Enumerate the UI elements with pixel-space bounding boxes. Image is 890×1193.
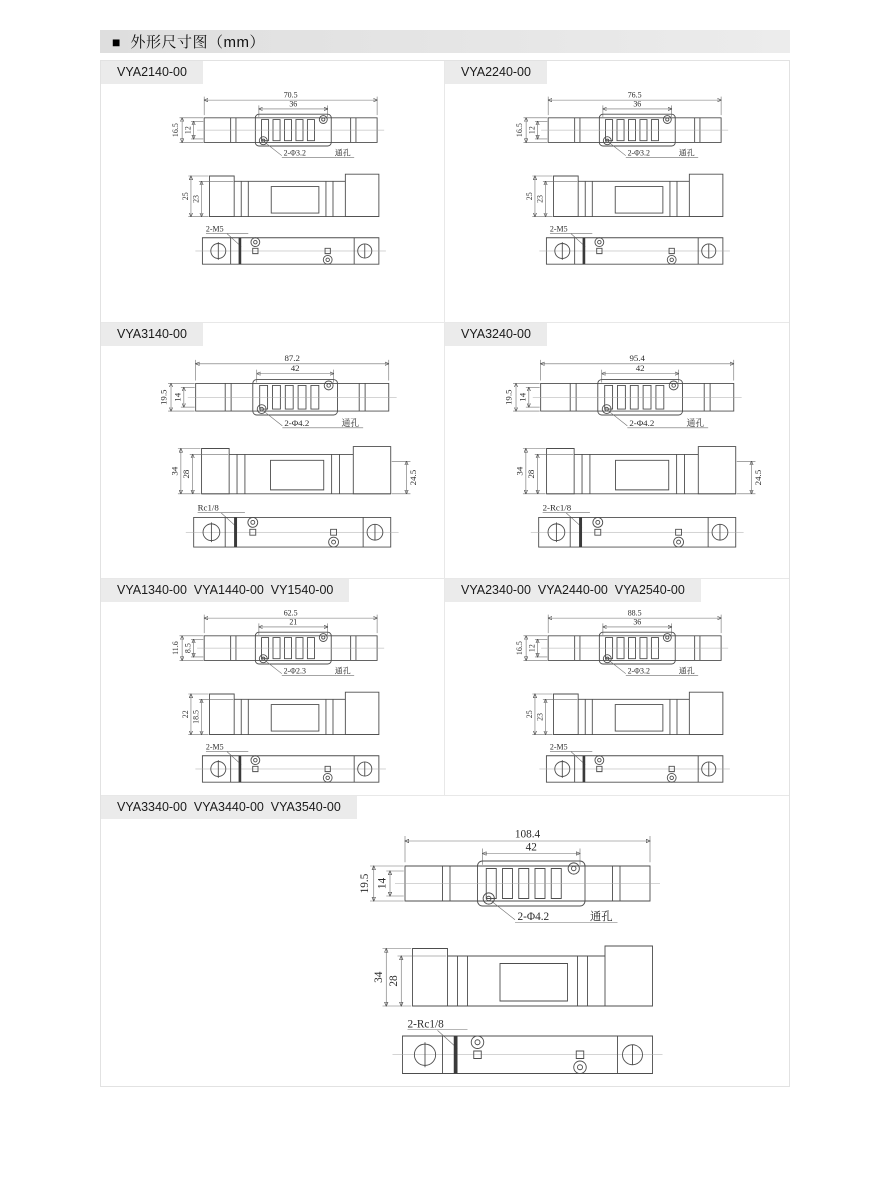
dim-side-height-outer: 25 xyxy=(524,710,534,719)
bottom-view-drawing xyxy=(393,1018,663,1073)
dim-side-height-inner: 23 xyxy=(535,194,545,203)
top-view-drawing xyxy=(515,608,728,675)
panel-drawing-area xyxy=(101,86,444,273)
dim-inner-width: 21 xyxy=(288,617,297,627)
dim-overall-width: 88.5 xyxy=(627,608,642,618)
dim-side-height-right-group xyxy=(736,461,762,494)
bottom-view-drawing xyxy=(186,503,399,547)
bottom-view-drawing xyxy=(530,503,743,547)
section-header xyxy=(100,30,790,53)
valve-dimension-drawing xyxy=(467,604,767,791)
panel-model-label: VYA2340-00 VYA2440-00 VYA2540-00 xyxy=(445,579,701,602)
panel-drawing-area xyxy=(445,86,789,273)
side-view-drawing xyxy=(514,447,762,494)
dim-top-height-outer: 16.5 xyxy=(515,123,525,138)
valve-dimension-drawing xyxy=(105,348,440,557)
hole-annotation: 2-Φ4.2 xyxy=(517,910,550,923)
dim-side-height-inner: 23 xyxy=(535,712,545,721)
hole-annotation: 2-Φ2.3 xyxy=(283,666,306,676)
bottom-view-drawing xyxy=(539,743,730,783)
dim-overall-width: 95.4 xyxy=(628,352,645,363)
dim-overall-width: 76.5 xyxy=(627,90,642,100)
dim-side-height-outer: 34 xyxy=(513,466,524,476)
dim-side-height-outer: 22 xyxy=(180,710,190,719)
dim-top-height-inner: 14 xyxy=(172,392,183,402)
dim-side-height-outer: 25 xyxy=(180,192,190,201)
top-view-drawing xyxy=(515,90,728,157)
dim-top-height-outer: 19.5 xyxy=(503,389,514,406)
dim-side-height-right: 24.5 xyxy=(752,469,763,486)
dimension-panels-grid xyxy=(100,60,790,1087)
panel-vya2240 xyxy=(445,61,789,323)
top-view-drawing xyxy=(171,90,384,157)
panel-model-label: VYA2240-00 xyxy=(445,61,547,84)
dim-overall-width: 108.4 xyxy=(514,828,541,841)
side-view-drawing xyxy=(525,174,723,216)
port-annotation: 2-M5 xyxy=(549,742,568,752)
panel-vya1340-group xyxy=(101,579,445,796)
dim-inner-width: 42 xyxy=(290,363,300,374)
hole-annotation: 2-Φ3.2 xyxy=(283,148,306,158)
hole-type-annotation: 通孔 xyxy=(590,910,613,923)
hole-type-annotation: 通孔 xyxy=(341,417,360,428)
hole-type-annotation: 通孔 xyxy=(678,148,695,158)
dim-top-height-inner: 14 xyxy=(376,877,389,890)
hole-type-annotation: 通孔 xyxy=(678,666,695,676)
port-annotation: 2-Rc1/8 xyxy=(407,1018,444,1031)
dim-top-height-outer: 16.5 xyxy=(170,123,180,138)
dim-top-height-outer: 19.5 xyxy=(359,873,372,894)
valve-dimension-drawing xyxy=(123,604,423,791)
dim-side-height-inner: 28 xyxy=(181,469,192,479)
panel-model-label: VYA3140-00 xyxy=(101,323,203,346)
panel-vya3340-group xyxy=(101,796,789,1086)
top-view-drawing xyxy=(359,828,660,923)
dim-top-height-outer: 16.5 xyxy=(515,641,525,656)
hole-annotation: 2-Φ4.2 xyxy=(284,417,310,428)
panel-model-label: VYA1340-00 VYA1440-00 VY1540-00 xyxy=(101,579,349,602)
panel-drawing-area xyxy=(101,348,444,557)
dim-top-height-inner: 12 xyxy=(527,126,537,135)
port-annotation: 2-M5 xyxy=(205,742,224,752)
hole-type-annotation: 通孔 xyxy=(334,666,351,676)
dim-side-height-inner: 28 xyxy=(387,975,400,987)
hole-type-annotation: 通孔 xyxy=(334,148,351,158)
dim-top-height-inner: 8.5 xyxy=(183,643,193,654)
valve-dimension-drawing xyxy=(450,348,785,557)
dim-top-height-outer: 19.5 xyxy=(158,389,169,406)
port-annotation: Rc1/8 xyxy=(197,502,219,513)
valve-dimension-drawing xyxy=(123,86,423,273)
dim-overall-width: 87.2 xyxy=(284,352,300,363)
panel-drawing-area xyxy=(216,821,789,1086)
port-annotation: 2-Rc1/8 xyxy=(542,502,571,513)
valve-dimension-drawing xyxy=(467,86,767,273)
panel-drawing-area xyxy=(445,604,789,791)
dim-side-height-right: 24.5 xyxy=(407,469,418,486)
side-view-drawing xyxy=(180,692,378,734)
bottom-view-drawing xyxy=(539,225,730,265)
dim-side-height-inner: 18.5 xyxy=(190,709,200,724)
dim-side-height-right-group xyxy=(392,461,418,494)
panel-vya2340-group xyxy=(445,579,789,796)
side-view-drawing xyxy=(169,447,417,494)
dim-inner-width: 36 xyxy=(633,99,642,109)
dim-top-height-inner: 12 xyxy=(183,126,193,135)
hole-annotation: 2-Φ3.2 xyxy=(627,666,650,676)
side-view-drawing xyxy=(373,946,653,1006)
dim-overall-width: 62.5 xyxy=(283,608,298,618)
port-annotation: 2-M5 xyxy=(205,224,224,234)
section-marker-icon: ■ xyxy=(112,33,121,50)
dim-top-height-inner: 14 xyxy=(516,392,527,402)
dim-inner-width: 36 xyxy=(633,617,642,627)
panel-vya3140 xyxy=(101,323,445,579)
hole-annotation: 2-Φ4.2 xyxy=(628,417,654,428)
dim-side-height-outer: 34 xyxy=(372,971,385,983)
side-view-drawing xyxy=(180,174,378,216)
dim-side-height-inner: 23 xyxy=(190,194,200,203)
dim-inner-width: 36 xyxy=(288,99,297,109)
panel-model-label: VYA3340-00 VYA3440-00 VYA3540-00 xyxy=(101,796,357,819)
dim-side-height-inner: 28 xyxy=(525,469,536,479)
top-view-drawing xyxy=(159,353,397,428)
hole-annotation: 2-Φ3.2 xyxy=(627,148,650,158)
panel-model-label: VYA3240-00 xyxy=(445,323,547,346)
dim-top-height-outer: 11.6 xyxy=(170,641,180,655)
panel-vya2140 xyxy=(101,61,445,323)
panel-vya3240 xyxy=(445,323,789,579)
bottom-view-drawing xyxy=(195,225,386,265)
valve-dimension-drawing xyxy=(290,821,715,1086)
bottom-view-drawing xyxy=(195,743,386,783)
dim-top-height-inner: 12 xyxy=(527,644,537,653)
panel-model-label: VYA2140-00 xyxy=(101,61,203,84)
dim-inner-width: 42 xyxy=(635,363,645,374)
page-title: 外形尺寸图（mm） xyxy=(130,34,265,51)
hole-type-annotation: 通孔 xyxy=(685,417,704,428)
top-view-drawing xyxy=(503,353,741,428)
port-annotation: 2-M5 xyxy=(549,224,568,234)
top-view-drawing xyxy=(171,608,384,675)
dim-side-height-outer: 25 xyxy=(524,192,534,201)
panel-drawing-area xyxy=(445,348,789,557)
dim-overall-width: 70.5 xyxy=(283,90,298,100)
dim-inner-width: 42 xyxy=(525,841,537,854)
side-view-drawing xyxy=(525,692,723,734)
dim-side-height-outer: 34 xyxy=(169,466,180,476)
panel-drawing-area xyxy=(101,604,444,791)
